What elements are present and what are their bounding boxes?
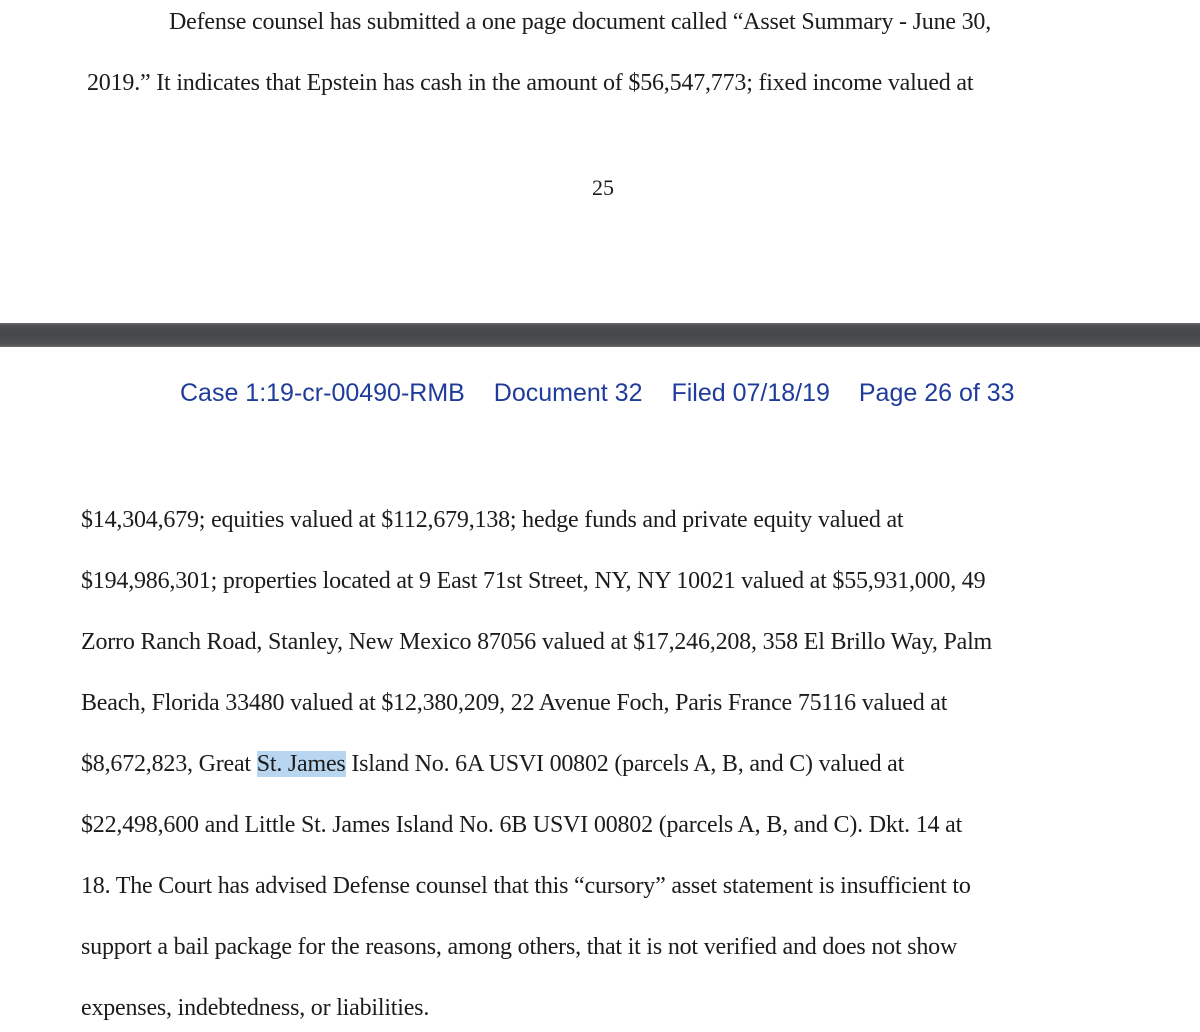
filed-date: Filed 07/18/19 bbox=[671, 379, 830, 407]
text-segment: Island No. 6A USVI 00802 (parcels A, B, and C) valued at bbox=[345, 751, 905, 777]
paragraph-line[interactable]: 2019.” It indicates that Epstein has cash in the amount of $56,547,773; fixed income valued at bbox=[87, 70, 974, 96]
text-segment: $8,672,823, Great bbox=[81, 751, 257, 777]
text-selection-highlight[interactable]: St. James bbox=[256, 751, 346, 777]
page-indicator: Page 26 of 33 bbox=[858, 379, 1015, 407]
paragraph-line[interactable]: $22,498,600 and Little St. James Island No. 6B USVI 00802 (parcels A, B, and C). Dkt. 14 at bbox=[81, 812, 963, 838]
document-page-25 bbox=[0, 0, 1200, 323]
paragraph-line[interactable]: expenses, indebtedness, or liabilities. bbox=[81, 995, 430, 1021]
paragraph-line[interactable]: Beach, Florida 33480 valued at $12,380,209, 22 Avenue Foch, Paris France 75116 valued at bbox=[81, 690, 948, 716]
page-separator bbox=[0, 323, 1200, 347]
page-number: 25 bbox=[592, 175, 614, 200]
paragraph-line[interactable]: $194,986,301; properties located at 9 East 71st Street, NY, NY 10021 valued at $55,931,000, 49 bbox=[81, 568, 986, 594]
case-header bbox=[180, 377, 1015, 409]
paragraph-line[interactable]: Zorro Ranch Road, Stanley, New Mexico 87056 valued at $17,246,208, 358 El Brillo Way, Palm bbox=[81, 629, 993, 655]
paragraph-line[interactable] bbox=[81, 749, 904, 779]
paragraph-line[interactable]: $14,304,679; equities valued at $112,679,138; hedge funds and private equity valued at bbox=[81, 507, 904, 533]
paragraph-line[interactable]: support a bail package for the reasons, among others, that it is not verified and does not show bbox=[81, 934, 958, 960]
case-number: Case 1:19-cr-00490-RMB bbox=[180, 379, 465, 407]
document-number: Document 32 bbox=[493, 379, 643, 407]
paragraph-line[interactable]: 18. The Court has advised Defense counsel that this “cursory” asset statement is insufficient to bbox=[81, 873, 971, 899]
paragraph-line[interactable]: Defense counsel has submitted a one page document called “Asset Summary - June 30, bbox=[169, 9, 992, 35]
